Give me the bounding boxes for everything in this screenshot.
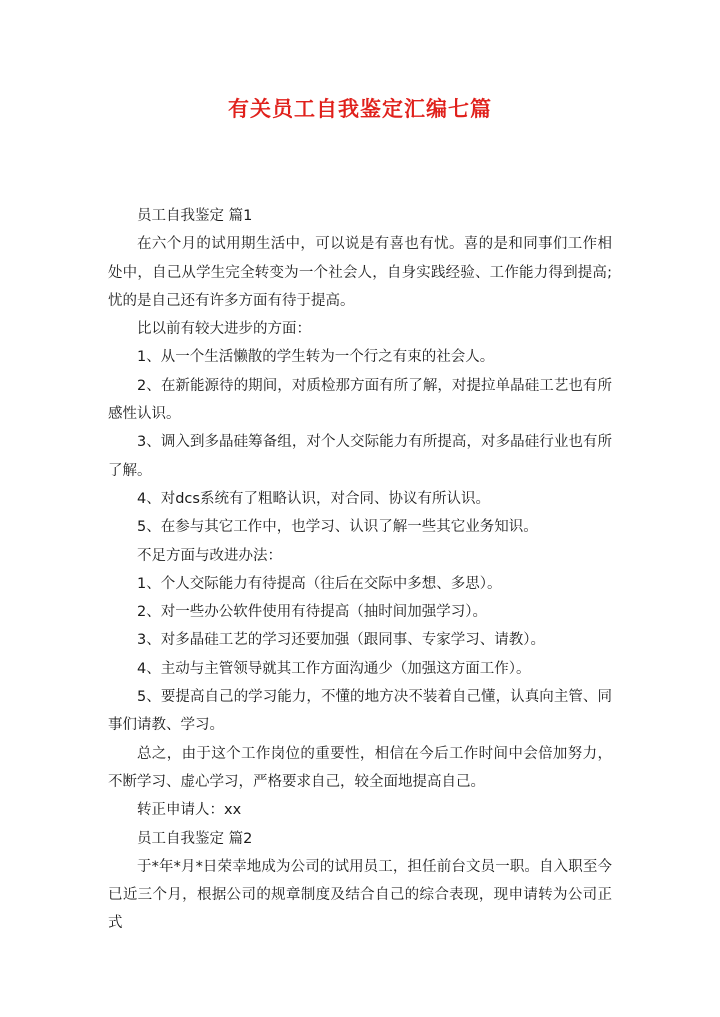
paragraph: 不足方面与改进办法： bbox=[137, 547, 282, 564]
paragraph: 总之，由于这个工作岗位的重要性，相信在今后工作时间中会倍加努力，不断学习、虚心学习，严格要求自己，较全面地提高自己。 bbox=[108, 745, 612, 790]
list-item: 1、个人交际能力有待提高（往后在交际中多想、多思）。 bbox=[137, 575, 502, 592]
list-item: 1、从一个生活懒散的学生转为一个行之有束的社会人。 bbox=[137, 349, 495, 366]
list-item: 3、调入到多晶硅筹备组，对个人交际能力有所提高，对多晶硅行业也有所了解。 bbox=[108, 434, 612, 479]
list-item: 5、要提高自己的学习能力，不懂的地方决不装着自己懂，认真向主管、同事们请教、学习。 bbox=[108, 689, 612, 734]
list-item: 4、主动与主管领导就其工作方面沟通少（加强这方面工作）。 bbox=[137, 660, 531, 677]
paragraph: 比以前有较大进步的方面： bbox=[137, 321, 311, 338]
document-body bbox=[108, 202, 612, 938]
paragraph: 在六个月的试用期生活中，可以说是有喜也有忧。喜的是和同事们工作相处中，自己从学生完全转变为一个社会人，自身实践经验、工作能力得到提高;忧的是自己还有许多方面有待于提高。 bbox=[108, 236, 612, 309]
section-heading: 员工自我鉴定 篇2 bbox=[137, 830, 253, 847]
document-title: 有关员工自我鉴定汇编七篇 bbox=[228, 96, 492, 121]
list-item: 5、在参与其它工作中，也学习、认识了解一些其它业务知识。 bbox=[137, 519, 538, 536]
list-item: 2、对一些办公软件使用有待提高（抽时间加强学习）。 bbox=[137, 604, 487, 621]
paragraph: 于*年*月*日荣幸地成为公司的试用员工，担任前台文员一职。自入职至今已近三个月，根据公司的规章制度及结合自己的综合表现，现申请转为公司正式 bbox=[108, 858, 612, 932]
list-item: 2、在新能源待的期间，对质检那方面有所了解，对提拉单晶硅工艺也有所感性认识。 bbox=[108, 377, 612, 423]
list-item: 4、对dcs系统有了粗略认识，对合同、协议有所认识。 bbox=[137, 490, 490, 507]
signature-line: 转正申请人：xx bbox=[137, 802, 242, 819]
list-item: 3、对多晶硅工艺的学习还要加强（跟同事、专家学习、请教）。 bbox=[137, 632, 545, 649]
section-heading: 员工自我鉴定 篇1 bbox=[137, 208, 253, 224]
